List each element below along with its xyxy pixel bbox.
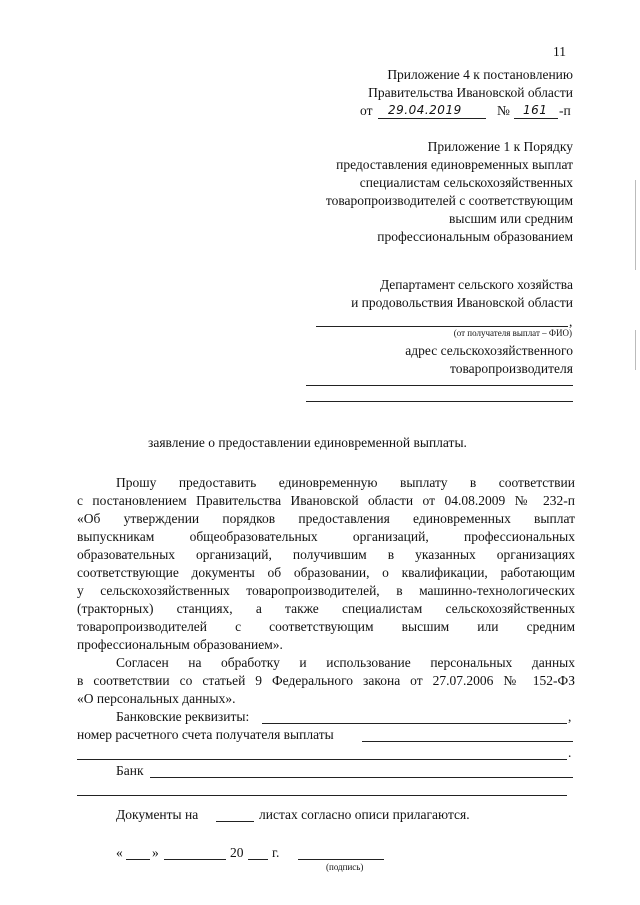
- bank-requisites-label: Банковские реквизиты:: [116, 709, 250, 724]
- annex-order-line4: товаропроизводителей с соответствующим: [325, 193, 573, 208]
- paragraph1-line1: Прошу предоставить единовременную выплату в соответствии: [116, 475, 575, 490]
- account-number-underline-2: [77, 759, 567, 760]
- signature-day-underline: [126, 859, 150, 860]
- addressee-line1: Департамент сельского хозяйства: [379, 277, 573, 292]
- annex-header-line1: Приложение 4 к постановлению: [387, 67, 573, 82]
- signature-year-underline: [248, 859, 268, 860]
- annex-date-number-row: [360, 102, 575, 122]
- signature-open-quote: «: [116, 845, 123, 860]
- address-line1: адрес сельскохозяйственного: [405, 343, 573, 358]
- number-suffix: -п: [559, 103, 571, 118]
- annex-header-line2: Правительства Ивановской области: [368, 85, 573, 100]
- annex-order-line6: профессиональным образованием: [377, 229, 573, 244]
- number-label: №: [497, 103, 510, 118]
- fio-caption: (от получателя выплат – ФИО): [453, 328, 572, 338]
- bank-requisites-underline: [262, 723, 567, 724]
- paragraph1-line7: у сельскохозяйственных товаропроизводителей, в машинно-технологических: [77, 583, 575, 598]
- address-underline-2: [306, 401, 573, 402]
- documents-count-underline: [216, 821, 254, 822]
- date-handwritten: 29.04.2019: [388, 103, 462, 117]
- scan-edge-mark: [635, 180, 636, 270]
- signature-year-suffix: г.: [272, 845, 280, 860]
- bank-underline: [150, 777, 573, 778]
- paragraph1-line3: «Об утверждении порядков предоставления единовременных выплат: [77, 511, 575, 526]
- annex-order-line5: высшим или средним: [449, 211, 573, 226]
- address-line2: товаропроизводителя: [449, 361, 573, 376]
- documents-text-after: листах согласно описи прилагаются.: [259, 807, 470, 822]
- number-handwritten: 161: [523, 103, 548, 117]
- paragraph2-line2: в соответствии со статьей 9 Федерального закона от 27.07.2006 № 152-ФЗ: [77, 673, 575, 688]
- addressee-line2: и продовольствия Ивановской области: [351, 295, 573, 310]
- signature-underline: [298, 859, 384, 860]
- bank-underline-2: [77, 795, 567, 796]
- paragraph2-line3: «О персональных данных».: [77, 691, 236, 706]
- signature-close-quote: »: [152, 845, 159, 860]
- address-underline-1: [306, 385, 573, 386]
- signature-caption: (подпись): [326, 862, 364, 872]
- account-number-underline: [362, 741, 573, 742]
- paragraph2-line1: Согласен на обработку и использование персональных данных: [116, 655, 575, 670]
- annex-order-line3: специалистам сельскохозяйственных: [359, 175, 573, 190]
- bank-label: Банк: [116, 763, 144, 778]
- paragraph1-line5: образовательных организаций, получившим в указанных организациях: [77, 547, 575, 562]
- annex-order-line2: предоставления единовременных выплат: [336, 157, 573, 172]
- document-title: заявление о предоставлении единовременной выплаты.: [148, 435, 467, 450]
- documents-text-before: Документы на: [116, 807, 199, 822]
- paragraph1-line10: профессиональным образованием».: [77, 637, 283, 652]
- paragraph1-line8: (тракторных) станциях, а также специалистам сельскохозяйственных: [77, 601, 575, 616]
- signature-year-prefix: 20: [230, 845, 244, 860]
- fio-comma: ,: [569, 314, 573, 329]
- annex-order-line1: Приложение 1 к Порядку: [427, 139, 573, 154]
- paragraph1-line6: соответствующие документы об образовании, о квалификации, работающим: [77, 565, 575, 580]
- paragraph1-line9: товаропроизводителей с соответствующим высшим или средним: [77, 619, 575, 634]
- from-label: от: [360, 103, 373, 118]
- scan-edge-mark: [635, 330, 636, 370]
- paragraph1-line4: выпускникам общеобразовательных организаций, профессиональных: [77, 529, 575, 544]
- bank-requisites-comma: ,: [568, 709, 572, 724]
- account-number-label: номер расчетного счета получателя выплаты: [77, 727, 334, 742]
- account-dot: .: [568, 745, 572, 760]
- page-number: 11: [553, 44, 566, 59]
- signature-month-underline: [164, 859, 226, 860]
- paragraph1-line2: с постановлением Правительства Ивановской области от 04.08.2009 № 232-п: [77, 493, 575, 508]
- fio-underline: [316, 326, 568, 327]
